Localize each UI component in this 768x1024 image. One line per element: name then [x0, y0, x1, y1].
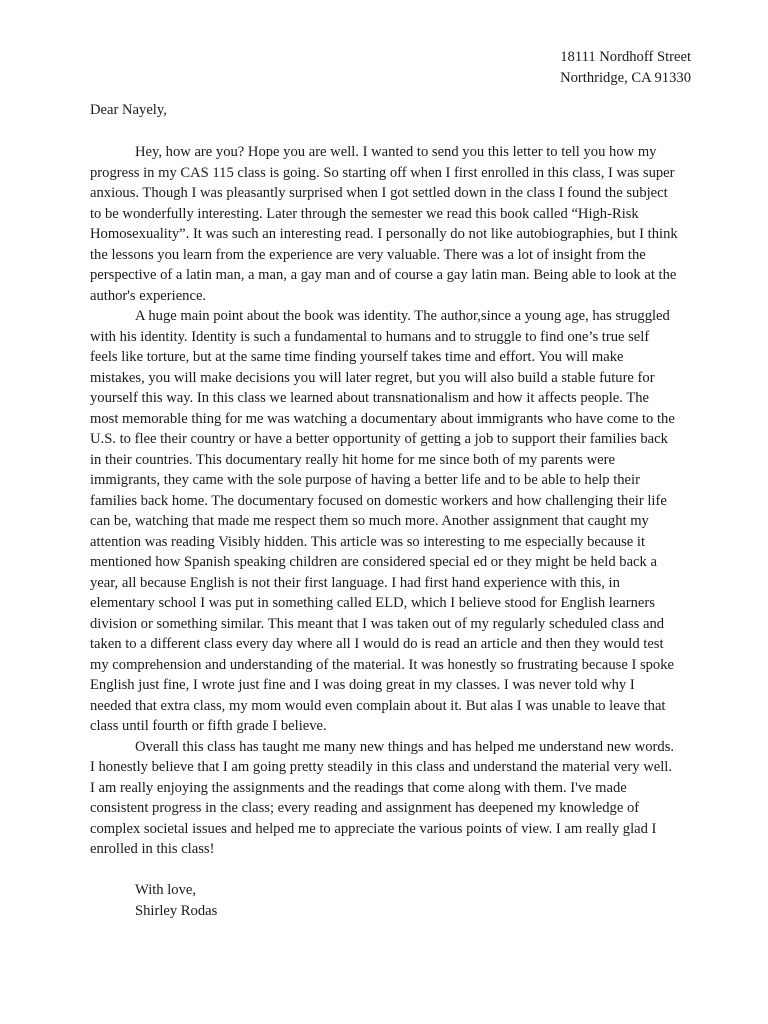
letter-body	[90, 142, 678, 860]
address-street: 18111 Nordhoff Street	[560, 49, 691, 65]
address-city: Northridge, CA 91330	[560, 69, 691, 86]
salutation: Dear Nayely,	[90, 102, 167, 118]
closing-phrase: With love,	[135, 882, 197, 898]
signature: Shirley Rodas	[135, 902, 218, 919]
paragraph-3: Overall this class has taught me many new things and has helped me understand new words. I honestly believe that I am going pretty steadily in this class and understand the material very well. I am really enjoying the assignments and the readings that come along with them. I've made consistent progress in the class; every reading and assignment has deepened my knowledge of complex societal issues and helped me to appreciate the various points of view. I am really glad I enrolled in this class!	[90, 738, 675, 857]
sender-address	[560, 47, 691, 88]
paragraph-1: Hey, how are you? Hope you are well. I wanted to send you this letter to tell you how my progress in my CAS 115 class is going. So starting off when I first enrolled in this class, I was super anxious. Though I was pleasantly surprised when I got settled down in the class I found the subject to be wonderfully interesting. Later through the semester we read this book called “High-Risk Homosexuality”. It was such an interesting read. I personally do not like autobiographies, but I think the lessons you learn from the experience are very valuable. There was a lot of insight from the perspective of a latin man, a man, a gay man and of course a gay latin man. Being able to look at the author's experience.	[90, 144, 678, 304]
closing-block	[135, 880, 217, 921]
paragraph-2: A huge main point about the book was identity. The author,since a young age, has struggled with his identity. Identity is such a fundamental to humans and to struggle to find one’s true self feels like torture, but at the same time finding yourself takes time and effort. You will make mistakes, you will make decisions you will later regret, but you will also build a stable future for yourself this way. In this class we learned about transnationalism and how it affects people. The most memorable thing for me was watching a documentary about immigrants who have come to the U.S. to flee their country or have a better opportunity of getting a job to support their families back in their countries. This documentary really hit home for me since both of my parents were immigrants, they came with the sole purpose of having a better life and to be able to help their families back home. The documentary focused on domestic workers and how challenging their life can be, watching that made me respect them so much more. Another assignment that caught my attention was reading Visibly hidden. This article was so interesting to me especially because it mentioned how Spanish speaking children are considered special ed or they might be held back a year, all because English is not their first language. I had first hand experience with this, in elementary school I was put in something called ELD, which I believe stood for English learners division or something similar. This meant that I was taken out of my regularly scheduled class and taken to a different class every day where all I would do is read an article and then they would test my comprehension and understanding of the material. It was honestly so frustrating because I spoke English just fine, I wrote just fine and I was doing great in my classes. I was never told why I needed that extra class, my mom would even complain about it. But alas I was unable to leave that class until fourth or fifth grade I believe.	[90, 308, 675, 734]
